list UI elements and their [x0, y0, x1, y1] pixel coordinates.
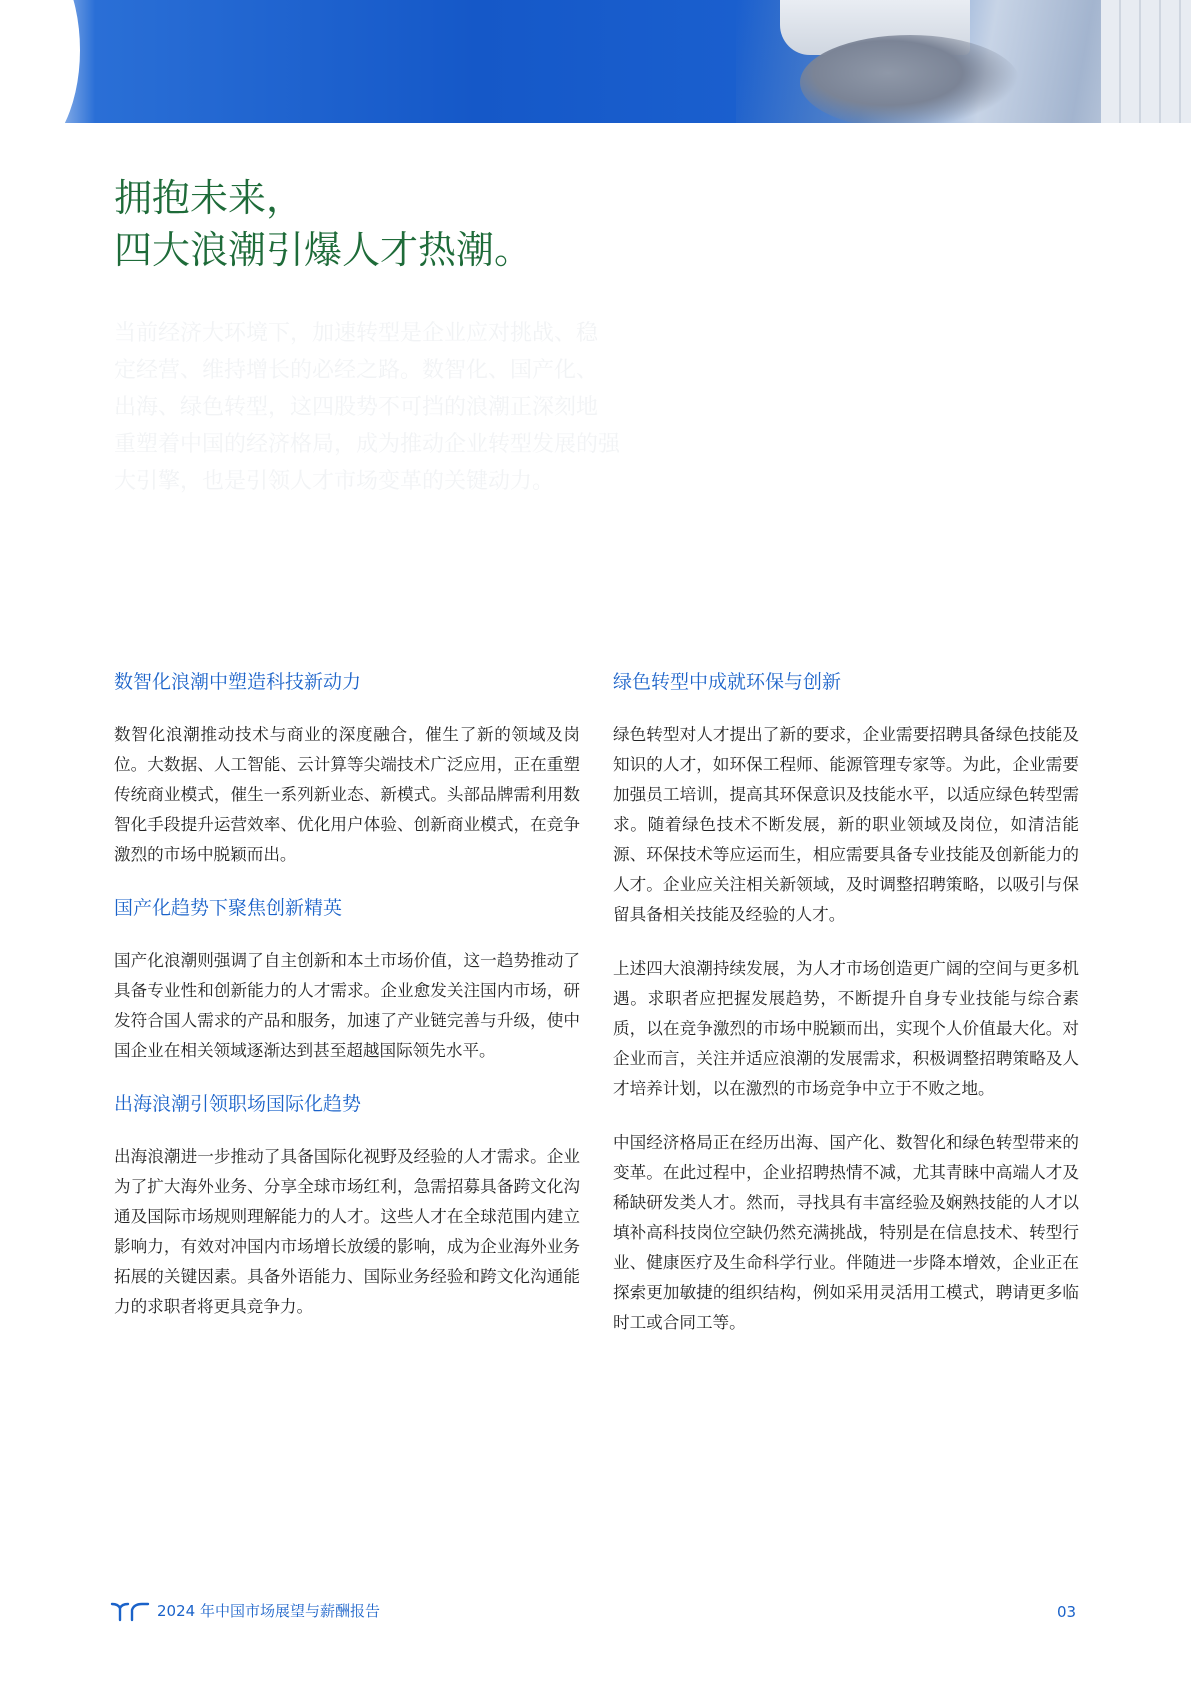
- section-heading-overseas: 出海浪潮引领职场国际化趋势: [114, 1093, 362, 1115]
- page-title: [114, 172, 532, 276]
- intro-line: 大引擎，也是引领人才市场变革的关键动力。: [114, 469, 555, 494]
- section-body-domestic: 国产化浪潮则强调了自主创新和本土市场价值，这一趋势推动了具备专业性和创新能力的人才需求。企业愈发关注国内市场，研发符合国人需求的产品和服务，加速了产业链完善与升级，使中国企业在相关领域逐渐达到甚至超越国际领先水平。: [114, 951, 580, 1060]
- section-heading-domestic: 国产化趋势下聚焦创新精英: [114, 897, 343, 919]
- page-number: 03: [1057, 1603, 1077, 1621]
- hero-shelf-shape: [1101, 0, 1191, 123]
- section-body-digital: 数智化浪潮推动技术与商业的深度融合，催生了新的领域及岗位。大数据、人工智能、云计算等尖端技术广泛应用，正在重塑传统商业模式，催生一系列新业态、新模式。头部品牌需利用数智化手段提升运营效率、优化用户体验、创新商业模式，在竞争激烈的市场中脱颖而出。: [114, 725, 580, 864]
- left-column: [114, 668, 580, 1346]
- page-title-line2: 四大浪潮引爆人才热潮。: [114, 228, 533, 272]
- hero-arm-shape: [800, 35, 1020, 123]
- hero-curve-decoration: [0, 0, 80, 123]
- intro-line: 定经营、维持增长的必经之路。数智化、国产化、: [114, 358, 599, 383]
- intro-line: 当前经济大环境下，加速转型是企业应对挑战、稳: [114, 321, 599, 346]
- section-heading-green: 绿色转型中成就环保与创新: [613, 671, 842, 693]
- intro-line: 出海、绿色转型，这四股势不可挡的浪潮正深刻地: [114, 395, 599, 420]
- intro-line: 重塑着中国的经济格局，成为推动企业转型发展的强: [114, 432, 621, 457]
- right-column: [613, 668, 1079, 1362]
- hero-banner: [0, 0, 1191, 123]
- page-title-line1: 拥抱未来，: [114, 176, 305, 220]
- brand-logo-icon: [110, 1600, 150, 1622]
- section-body-green: 绿色转型对人才提出了新的要求，企业需要招聘具备绿色技能及知识的人才，如环保工程师、能源管理专家等。为此，企业需要加强员工培训，提高其环保意识及技能水平，以适应绿色转型需求。随着绿色技术不断发展，新的职业领域及岗位，如清洁能源、环保技术等应运而生，相应需要具备专业技能及创新能力的人才。企业应关注相关新领域，及时调整招聘策略，以吸引与保留具备相关技能及经验的人才。: [613, 725, 1079, 924]
- footer-report-title: 2024 年中国市场展望与薪酬报告: [157, 1602, 380, 1620]
- summary-paragraph: 上述四大浪潮持续发展，为人才市场创造更广阔的空间与更多机遇。求职者应把握发展趋势，不断提升自身专业技能与综合素质，以在竞争激烈的市场中脱颖而出，实现个人价值最大化。对企业而言，关注并适应浪潮的发展需求，积极调整招聘策略及人才培养计划，以在激烈的市场竞争中立于不败之地。: [613, 959, 1079, 1098]
- intro-paragraph: [114, 315, 674, 500]
- section-heading-digital: 数智化浪潮中塑造科技新动力: [114, 671, 362, 693]
- outlook-paragraph: 中国经济格局正在经历出海、国产化、数智化和绿色转型带来的变革。在此过程中，企业招聘热情不减，尤其青睐中高端人才及稀缺研发类人才。然而，寻找具有丰富经验及娴熟技能的人才以填补高科技岗位空缺仍然充满挑战，特别是在信息技术、转型行业、健康医疗及生命科学行业。伴随进一步降本增效，企业正在探索更加敏捷的组织结构，例如采用灵活用工模式，聘请更多临时工或合同工等。: [613, 1133, 1079, 1332]
- section-body-overseas: 出海浪潮进一步推动了具备国际化视野及经验的人才需求。企业为了扩大海外业务、分享全球市场红利，急需招募具备跨文化沟通及国际市场规则理解能力的人才。这些人才在全球范围内建立影响力，有效对冲国内市场增长放缓的影响，成为企业海外业务拓展的关键因素。具备外语能力、国际业务经验和跨文化沟通能力的求职者将更具竞争力。: [114, 1147, 580, 1316]
